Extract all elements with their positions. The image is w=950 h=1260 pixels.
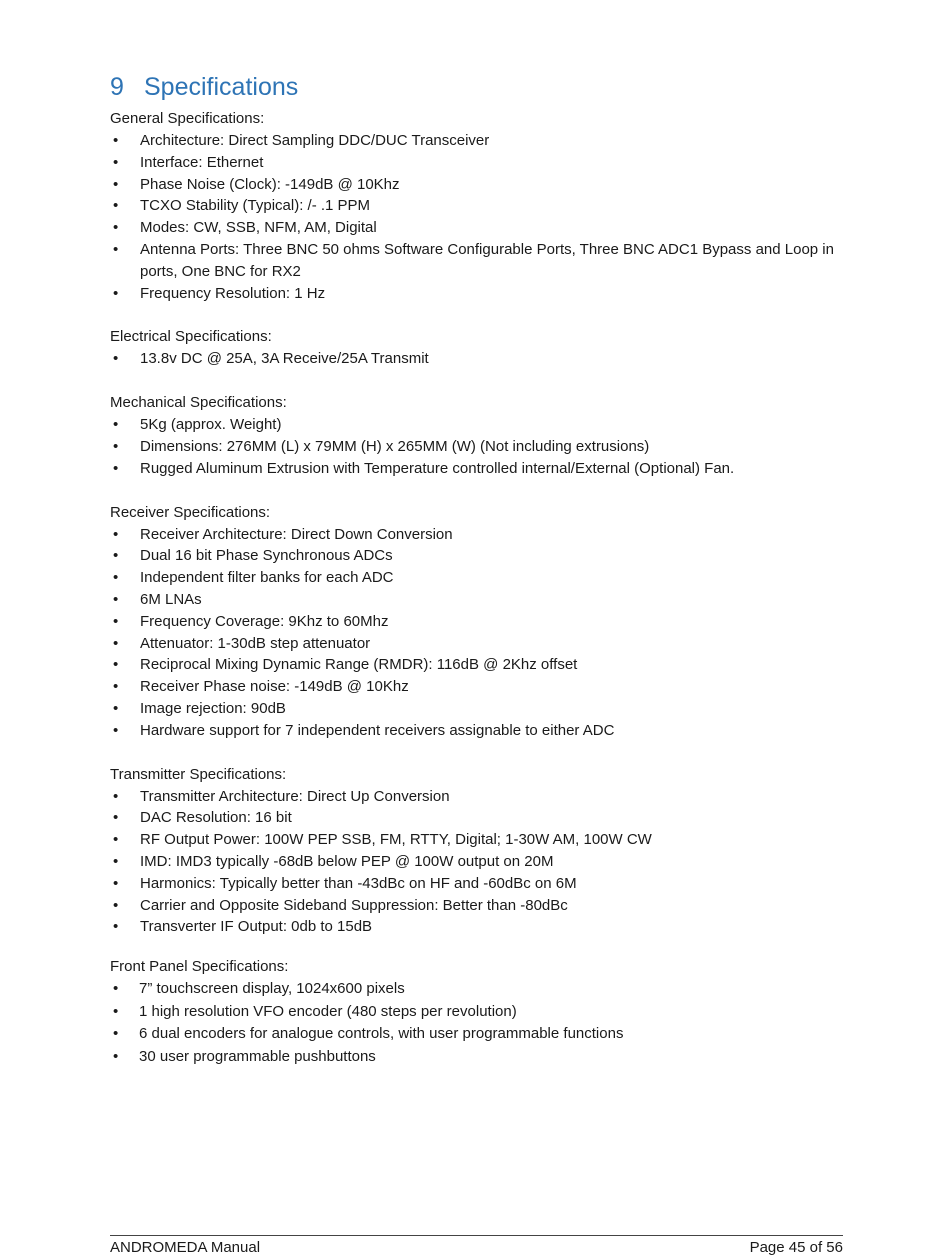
electrical-title: Electrical Specifications:	[110, 328, 272, 346]
list-item	[110, 1046, 845, 1069]
item-text: Transverter IF Output: 0db to 15dB	[140, 918, 373, 936]
list-item	[110, 283, 845, 305]
item-text: Hardware support for 7 independent receivers assignable to either ADC	[140, 721, 615, 739]
list-item	[110, 676, 845, 698]
mechanical-title: Mechanical Specifications:	[110, 394, 287, 412]
item-text: 30 user programmable pushbuttons	[139, 1047, 376, 1065]
bullet: •	[113, 980, 119, 998]
list-item	[110, 1023, 845, 1046]
general-list	[110, 130, 845, 304]
item-text: 6M LNAs	[140, 590, 202, 608]
bullet: •	[113, 612, 119, 630]
item-text: Harmonics: Typically better than -43dBc on HF and -60dBc on 6M	[140, 874, 577, 892]
list-item	[110, 654, 845, 676]
bullet: •	[113, 547, 119, 565]
electrical-specifications	[110, 326, 845, 370]
section-title-text: Specifications	[144, 73, 299, 101]
list-item	[110, 567, 845, 589]
list-item	[110, 851, 845, 873]
item-text: Dimensions: 276MM (L) x 79MM (H) x 265MM (W) (Not including extrusions)	[140, 437, 650, 455]
bullet: •	[113, 240, 119, 258]
bullet: •	[113, 219, 119, 237]
bullet: •	[113, 132, 119, 149]
list-item	[110, 1001, 845, 1024]
list-item	[110, 807, 845, 829]
bullet: •	[113, 852, 119, 870]
front-panel-list	[110, 978, 845, 1068]
section-number: 9	[110, 73, 124, 101]
bullet: •	[113, 634, 119, 652]
item-text: 5Kg (approx. Weight)	[140, 416, 282, 434]
item-text: RF Output Power: 100W PEP SSB, FM, RTTY, Digital; 1-30W AM, 100W CW	[140, 831, 652, 849]
list-item	[110, 217, 845, 239]
item-text: 6 dual encoders for analogue controls, with user programmable functions	[139, 1025, 624, 1043]
item-text: Image rejection: 90dB	[140, 699, 286, 717]
bullet: •	[113, 1002, 119, 1020]
footer-page-number: Page 45 of 56	[749, 1239, 843, 1256]
bullet: •	[113, 699, 119, 717]
bullet: •	[113, 459, 119, 477]
item-text: Phase Noise (Clock): -149dB @ 10Khz	[140, 175, 400, 193]
item-text: Receiver Phase noise: -149dB @ 10Khz	[140, 678, 409, 696]
list-item	[110, 978, 845, 1001]
bullet: •	[113, 284, 119, 302]
general-specifications	[110, 108, 845, 304]
list-item	[110, 698, 845, 720]
bullet: •	[113, 1025, 119, 1043]
item-text: Dual 16 bit Phase Synchronous ADCs	[140, 547, 393, 565]
item-text: Attenuator: 1-30dB step attenuator	[140, 634, 371, 652]
list-item	[110, 195, 845, 217]
item-text: Antenna Ports: Three BNC 50 ohms Software Configurable Ports, Three BNC ADC1 Bypass and Loop in ports, One BNC for RX2	[140, 240, 834, 280]
list-item	[110, 436, 845, 458]
item-text: Carrier and Opposite Sideband Suppression: Better than -80dBc	[140, 896, 568, 914]
list-item	[110, 916, 845, 938]
front-panel-specifications	[110, 956, 845, 1068]
electrical-list	[110, 348, 845, 370]
mechanical-list	[110, 414, 845, 479]
bullet: •	[113, 525, 119, 543]
front-panel-title: Front Panel Specifications:	[110, 958, 289, 976]
item-text: Receiver Architecture: Direct Down Conversion	[140, 525, 453, 543]
bullet: •	[113, 197, 119, 215]
transmitter-list	[110, 786, 845, 939]
bullet: •	[113, 787, 119, 805]
item-text: IMD: IMD3 typically -68dB below PEP @ 100W output on 20M	[140, 852, 554, 870]
item-text: 1 high resolution VFO encoder (480 steps per revolution)	[139, 1002, 517, 1020]
page-footer	[110, 1235, 843, 1256]
item-text: Interface: Ethernet	[140, 153, 264, 171]
list-item	[110, 633, 845, 655]
item-text: TCXO Stability (Typical): /- .1 PPM	[140, 197, 371, 215]
bullet: •	[113, 350, 119, 368]
item-text: Rugged Aluminum Extrusion with Temperature controlled internal/External (Optional) Fan.	[140, 459, 735, 477]
mechanical-specifications	[110, 392, 845, 479]
bullet: •	[113, 656, 119, 674]
bullet: •	[113, 896, 119, 914]
bullet: •	[113, 437, 119, 455]
footer-document-title: ANDROMEDA Manual	[110, 1239, 261, 1256]
bullet: •	[113, 721, 119, 739]
list-item	[110, 873, 845, 895]
item-text: Frequency Coverage: 9Khz to 60Mhz	[140, 612, 389, 630]
bullet: •	[113, 153, 119, 171]
bullet: •	[113, 416, 119, 434]
item-text: Frequency Resolution: 1 Hz	[140, 284, 326, 302]
item-text: 7” touchscreen display, 1024x600 pixels	[139, 980, 405, 998]
transmitter-specifications	[110, 764, 845, 939]
bullet: •	[113, 874, 119, 892]
bullet: •	[113, 1047, 119, 1065]
list-item	[110, 174, 845, 196]
transmitter-title: Transmitter Specifications:	[110, 765, 287, 783]
list-item	[110, 829, 845, 851]
bullet: •	[113, 175, 119, 193]
bullet: •	[113, 590, 119, 608]
bullet: •	[113, 831, 119, 849]
item-text: Transmitter Architecture: Direct Up Conversion	[140, 787, 450, 805]
item-text: Modes: CW, SSB, NFM, AM, Digital	[140, 219, 377, 237]
item-text: DAC Resolution: 16 bit	[140, 809, 292, 827]
receiver-specifications	[110, 502, 845, 742]
list-item	[110, 895, 845, 917]
list-item	[110, 786, 845, 808]
list-item	[110, 545, 845, 567]
item-text: Reciprocal Mixing Dynamic Range (RMDR): 116dB @ 2Khz offset	[140, 656, 578, 674]
list-item	[110, 152, 845, 174]
bullet: •	[113, 809, 119, 827]
list-item	[110, 524, 845, 546]
bullet: •	[113, 918, 119, 936]
list-item	[110, 348, 845, 370]
document-page	[110, 70, 845, 1068]
list-item	[110, 239, 845, 283]
general-title: General Specifications:	[110, 110, 265, 127]
item-text: Architecture: Direct Sampling DDC/DUC Transceiver	[140, 132, 490, 149]
list-item	[110, 414, 845, 436]
item-text: 13.8v DC @ 25A, 3A Receive/25A Transmit	[140, 350, 429, 368]
list-item	[110, 458, 845, 480]
item-text: Independent filter banks for each ADC	[140, 569, 394, 587]
list-item	[110, 720, 845, 742]
bullet: •	[113, 569, 119, 587]
bullet: •	[113, 678, 119, 696]
receiver-list	[110, 524, 845, 742]
list-item	[110, 611, 845, 633]
section-heading	[110, 70, 845, 104]
list-item	[110, 589, 845, 611]
receiver-title: Receiver Specifications:	[110, 503, 271, 521]
list-item	[110, 130, 845, 152]
